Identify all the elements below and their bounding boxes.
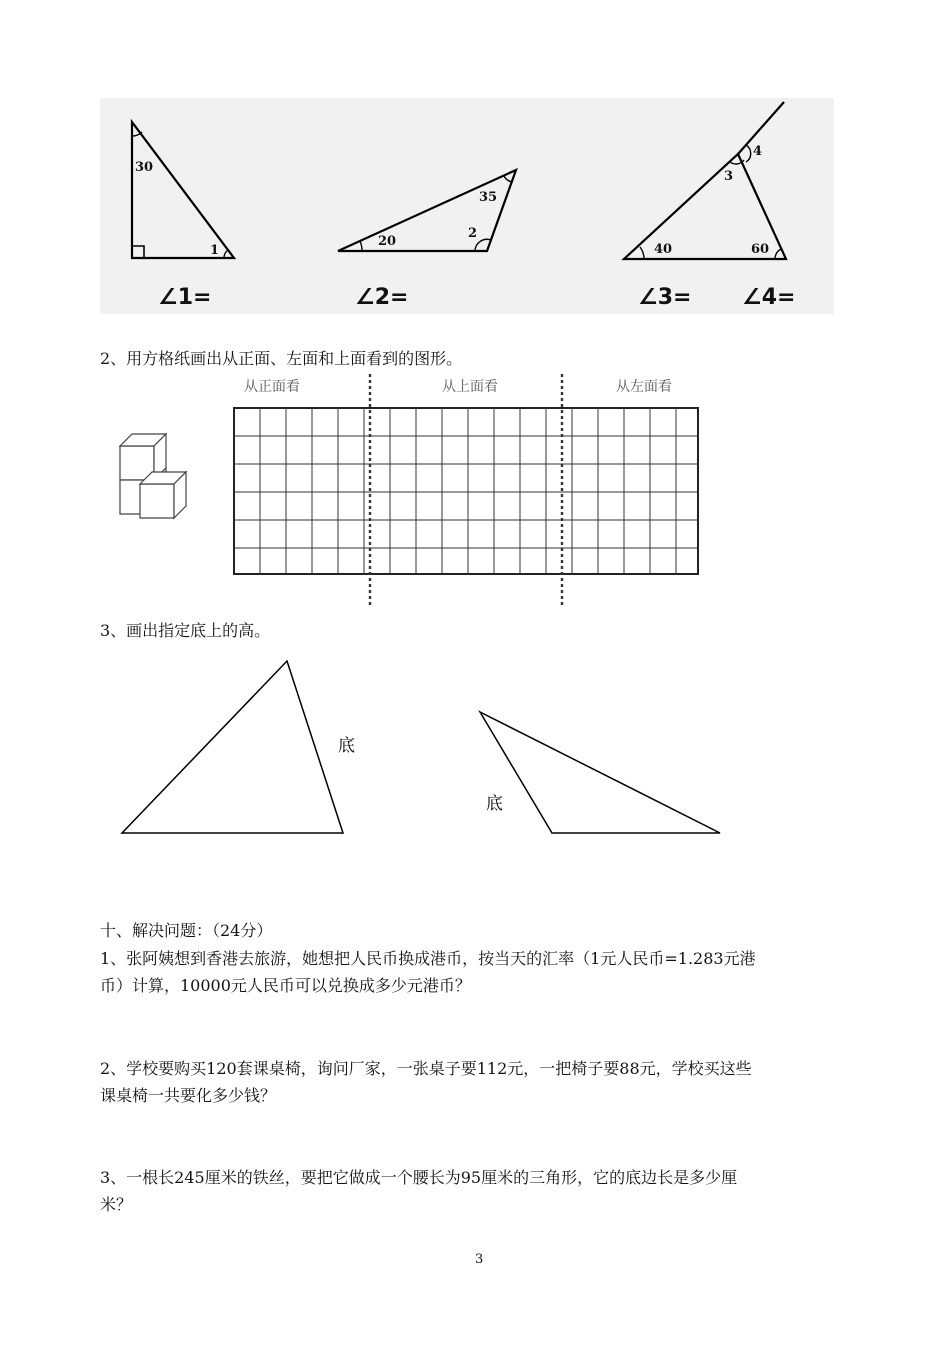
page-number: 3 [475, 1252, 484, 1267]
height-triangles-svg [110, 650, 730, 845]
q3-prompt: 3、画出指定底上的高。 [100, 621, 271, 640]
height-triangle-2 [480, 712, 720, 833]
q2-prompt: 2、用方格纸画出从正面、左面和上面看到的图形。 [100, 349, 463, 368]
view-label-left: 从左面看 [616, 379, 672, 395]
triangle2-angle-20: 20 [378, 234, 397, 249]
answer-angle-2: ∠2= [355, 285, 409, 310]
view-label-top: 从上面看 [442, 379, 498, 395]
triangle1-unknown-label: 1 [210, 243, 220, 258]
angle-figure-panel [100, 98, 834, 314]
problem-3-line-1: 3、一根长245厘米的铁丝，要把它做成一个腰长为95厘米的三角形，它的底边长是多少厘 [100, 1168, 738, 1187]
triangle-2 [338, 170, 516, 251]
triangle-3 [624, 102, 786, 259]
section-10-heading: 十、解决问题：（24分） [100, 921, 273, 940]
grid-and-cubes-svg [100, 370, 720, 610]
problem-3-line-2: 米？ [100, 1195, 133, 1214]
triangle2-unknown-label: 2 [468, 226, 478, 241]
triangle1-angle-30: 30 [135, 160, 154, 175]
cube-stack-figure [120, 434, 186, 518]
problem-2-line-1: 2、学校要购买120套课桌椅，询问厂家，一张桌子要112元，一把椅子要88元，学校买这些 [100, 1059, 752, 1078]
answer-angle-1: ∠1= [158, 285, 212, 310]
triangle3-angle-40: 40 [654, 242, 673, 257]
triangle3-outer-unknown: 4 [753, 144, 763, 159]
triangle2-angle-35: 35 [479, 190, 498, 205]
angle-triangles-svg [100, 98, 834, 314]
height-triangle-1 [122, 661, 343, 833]
triangle3-angle-60: 60 [751, 242, 770, 257]
view-label-front: 从正面看 [244, 379, 300, 395]
answer-angle-3: ∠3= [638, 285, 692, 310]
problem-1-line-1: 1、张阿姨想到香港去旅游，她想把人民币换成港币，按当天的汇率（1元人民币=1.283元港 [100, 949, 756, 968]
problem-2-line-2: 课桌椅一共要化多少钱？ [100, 1086, 277, 1105]
problem-1-line-2: 币）计算，10000元人民币可以兑换成多少元港币？ [100, 976, 471, 995]
base-label-2: 底 [486, 794, 503, 814]
triangle3-inner-unknown: 3 [724, 169, 734, 184]
answer-angle-4: ∠4= [742, 285, 796, 310]
base-label-1: 底 [338, 736, 355, 756]
triangle-1 [132, 122, 234, 258]
drawing-grid [234, 408, 698, 574]
